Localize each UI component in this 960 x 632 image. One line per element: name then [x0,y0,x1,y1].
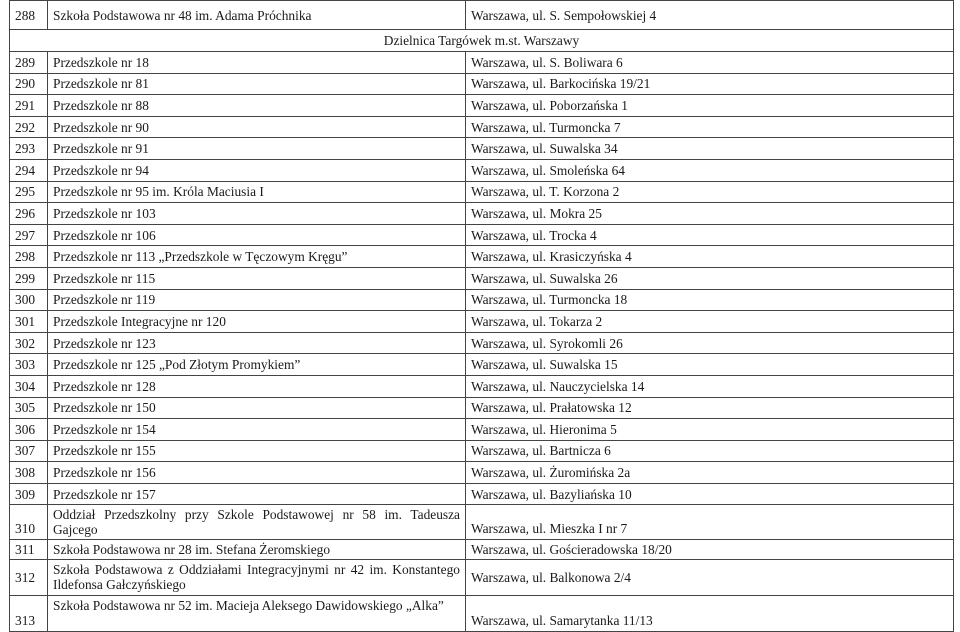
table-row [10,138,954,160]
table-row [10,375,954,397]
institution-name: Przedszkole nr 88 [48,95,466,117]
institution-address: Warszawa, ul. Mieszka I nr 7 [466,505,954,540]
table-row [10,159,954,181]
row-number: 295 [10,181,48,203]
row-number: 298 [10,246,48,268]
table-row [10,483,954,505]
institution-name: Przedszkole nr 115 [48,267,466,289]
table-row [10,419,954,441]
institution-name: Przedszkole nr 157 [48,483,466,505]
institution-name: Przedszkole Integracyjne nr 120 [48,311,466,333]
institution-name: Przedszkole nr 156 [48,462,466,484]
table-row [10,73,954,95]
row-number: 293 [10,138,48,160]
district-header-row [10,30,954,52]
institution-address: Warszawa, ul. Syrokomli 26 [466,332,954,354]
table-row [10,311,954,333]
institution-name: Przedszkole nr 150 [48,397,466,419]
row-number: 303 [10,354,48,376]
row-number: 307 [10,440,48,462]
institution-name: Przedszkole nr 125 „Pod Złotym Promykiem” [48,354,466,376]
institution-name: Przedszkole nr 81 [48,73,466,95]
institution-address: Warszawa, ul. Poborzańska 1 [466,95,954,117]
row-number: 310 [10,505,48,540]
row-number: 312 [10,560,48,596]
institution-address: Warszawa, ul. Hieronima 5 [466,419,954,441]
institution-name: Przedszkole nr 103 [48,203,466,225]
row-number: 296 [10,203,48,225]
institution-name: Przedszkole nr 18 [48,52,466,74]
table-row [10,181,954,203]
institution-address: Warszawa, ul. Barkocińska 19/21 [466,73,954,95]
institution-address: Warszawa, ul. Samarytanka 11/13 [466,596,954,632]
institution-address: Warszawa, ul. Żuromińska 2a [466,462,954,484]
institution-name: Przedszkole nr 113 „Przedszkole w Tęczowym Kręgu” [48,246,466,268]
institution-name: Przedszkole nr 94 [48,159,466,181]
row-number: 288 [10,1,48,30]
institution-address: Warszawa, ul. T. Korzona 2 [466,181,954,203]
institution-name: Szkoła Podstawowa nr 52 im. Macieja Aleksego Dawidowskiego „Alka” [48,596,466,632]
row-number: 300 [10,289,48,311]
row-number: 297 [10,224,48,246]
institution-name: Przedszkole nr 155 [48,440,466,462]
table-row [10,203,954,225]
institution-name: Przedszkole nr 154 [48,419,466,441]
table-row [10,116,954,138]
institution-address: Warszawa, ul. Turmoncka 7 [466,116,954,138]
row-number: 302 [10,332,48,354]
institution-name: Szkoła Podstawowa z Oddziałami Integracyjnymi nr 42 im. Konstantego Ildefonsa Gałczyńskiego [48,560,466,596]
table-row [10,397,954,419]
institution-address: Warszawa, ul. Suwalska 26 [466,267,954,289]
institution-name: Przedszkole nr 90 [48,116,466,138]
institution-name: Przedszkole nr 128 [48,375,466,397]
table-row [10,246,954,268]
row-number: 299 [10,267,48,289]
institution-address: Warszawa, ul. Bazyliańska 10 [466,483,954,505]
table-row [10,560,954,596]
table-row [10,267,954,289]
district-header: Dzielnica Targówek m.st. Warszawy [10,30,954,52]
row-number: 294 [10,159,48,181]
row-number: 308 [10,462,48,484]
institution-address: Warszawa, ul. Trocka 4 [466,224,954,246]
institution-name: Szkoła Podstawowa nr 28 im. Stefana Żeromskiego [48,540,466,560]
institution-address: Warszawa, ul. Suwalska 15 [466,354,954,376]
row-number: 291 [10,95,48,117]
institution-address: Warszawa, ul. Balkonowa 2/4 [466,560,954,596]
institution-address: Warszawa, ul. Tokarza 2 [466,311,954,333]
row-number: 290 [10,73,48,95]
institution-name: Przedszkole nr 119 [48,289,466,311]
row-number: 304 [10,375,48,397]
table-row [10,440,954,462]
row-number: 301 [10,311,48,333]
row-number: 309 [10,483,48,505]
institution-address: Warszawa, ul. S. Sempołowskiej 4 [466,1,954,30]
row-number: 313 [10,596,48,632]
row-number: 292 [10,116,48,138]
table-row [10,505,954,540]
institution-name: Szkoła Podstawowa nr 48 im. Adama Próchnika [48,1,466,30]
row-number: 311 [10,540,48,560]
institution-address: Warszawa, ul. Krasiczyńska 4 [466,246,954,268]
row-number: 305 [10,397,48,419]
institution-name: Oddział Przedszkolny przy Szkole Podstawowej nr 58 im. Tadeusza Gajcego [48,505,466,540]
table-row [10,224,954,246]
table-row [10,540,954,560]
institution-name: Przedszkole nr 91 [48,138,466,160]
row-number: 306 [10,419,48,441]
institution-name: Przedszkole nr 95 im. Króla Maciusia I [48,181,466,203]
schools-table [9,0,954,632]
institution-address: Warszawa, ul. Mokra 25 [466,203,954,225]
institution-address: Warszawa, ul. Smoleńska 64 [466,159,954,181]
institution-address: Warszawa, ul. Turmoncka 18 [466,289,954,311]
institution-address: Warszawa, ul. Bartnicza 6 [466,440,954,462]
table-row [10,95,954,117]
row-number: 289 [10,52,48,74]
institution-name: Przedszkole nr 106 [48,224,466,246]
institution-address: Warszawa, ul. Prałatowska 12 [466,397,954,419]
table-row [10,1,954,30]
institution-address: Warszawa, ul. Gościeradowska 18/20 [466,540,954,560]
table-row [10,289,954,311]
table-row [10,332,954,354]
institution-address: Warszawa, ul. S. Boliwara 6 [466,52,954,74]
table-row [10,354,954,376]
table-row [10,52,954,74]
institution-address: Warszawa, ul. Nauczycielska 14 [466,375,954,397]
table-row [10,462,954,484]
institution-name: Przedszkole nr 123 [48,332,466,354]
institution-address: Warszawa, ul. Suwalska 34 [466,138,954,160]
